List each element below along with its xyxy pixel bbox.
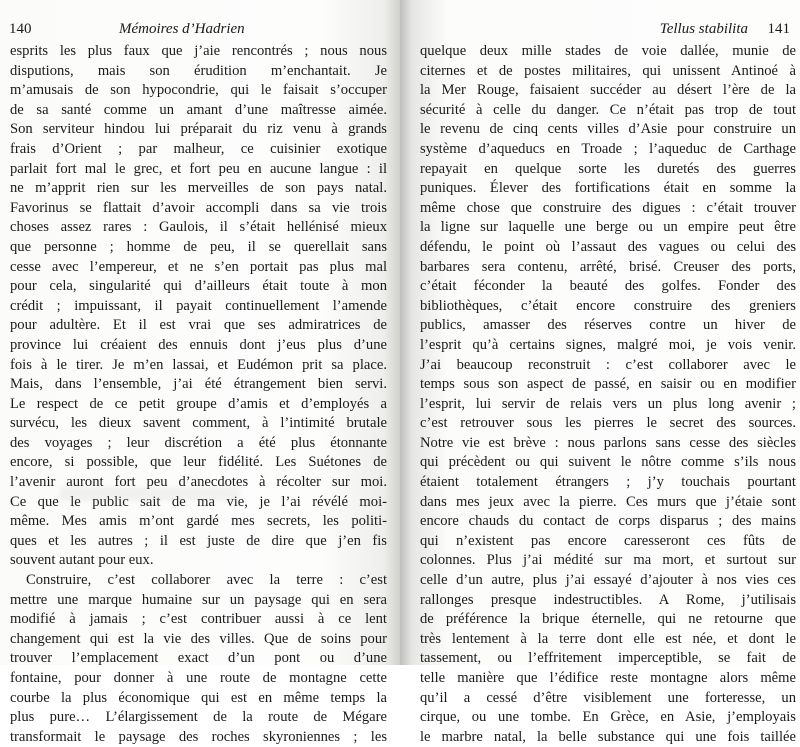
left-page-body [10,42,387,747]
text-line: étaient totalement étrangers ; j’y touchais pourtant [420,474,796,491]
text-line: encore, si possible, que leur fidélité. Les Suétones de [10,454,387,471]
text-line: souvent autant pour eux. [10,552,154,569]
text-line: changement qui est la vie des villes. Que de soins pour [10,630,387,647]
text-line: province lui créaient des ennuis dont j’eus plus d’une [10,336,387,353]
left-page-header [9,18,395,40]
text-line: publics, amasser des réserves contre un hiver de [420,317,796,334]
text-line: sécurité à celle du danger. Ce n’était pas trop de tout [420,101,796,118]
text-line: celle d’un autre, plus j’ai essayé d’ajouter à nos vies ces [420,572,796,589]
text-line: bibliothèques, c’était encore construire des greniers [420,297,796,314]
right-page [400,0,800,745]
page-number-right: 141 [767,21,790,37]
text-line: J’ai beaucoup reconstruit : c’est collaborer avec le [420,356,796,373]
text-line: que personne ; homme de peu, il se querellait sans [10,238,387,255]
text-line: Le respect de ce petit groupe d’amis et d’employés a [10,395,387,412]
text-line: mettre une marque humaine sur un paysage qui en sera [10,591,387,608]
text-line: Notre vie est brève : nous parlons sans cesse des siècles [420,434,796,451]
text-line: citernes et de postes militaires, qui unissent Antinoé à [420,62,796,79]
text-line: c’est retrouver sous les pierres le secret des sources. [420,415,796,432]
text-line: Construire, c’est collaborer avec la terre : c’est [26,572,387,589]
text-line: trouver l’emplacement exact d’un pont ou d’une [10,650,387,667]
text-line: courbe la plus économique qui est en même temps la [10,689,387,706]
text-line: la ligne sur laquelle une berge ou un empire peut être [420,219,796,236]
text-line: cirque, ou une tombe. En Grèce, en Asie, j’employais [420,709,796,726]
text-line: temps sous son aspect de passé, en saisir ou en modifier [420,376,796,393]
text-line: même chose que construire des digues : c’était trouver [420,199,796,216]
text-line: repayait en quelque sorte les duretés des guerres [420,160,796,177]
text-line: c’était féconder la beauté des golfes. Fonder des [420,278,796,295]
text-line: rallonges presque indestructibles. A Rome, j’utilisais [420,591,796,608]
text-line: telle manière que l’édifice reste montagne alors même [420,670,796,686]
text-line: frais d’Orient ; par malheur, ce cuisinier exotique [10,140,387,157]
text-line: Son serviteur hindou lui préparait du riz venu à grands [10,121,387,138]
right-page-header [420,18,792,40]
text-line: esprits les plus faux que j’aie rencontrés ; nous nous [10,43,387,59]
right-page-body [420,42,796,747]
text-line: Favorinus se flattait d’avoir accompli dans sa vie trois [10,199,387,216]
text-line: m’amusais de son hypocondrie, qui le faisait s’occuper [10,82,387,99]
text-line: des voyages ; leur discrétion a été plus étonnante [10,434,387,451]
page-number-left: 140 [9,21,32,37]
text-line: qui précèdent ou qui suivent le nôtre comme s’ils nous [420,454,796,471]
text-line: tassement, ou l’effritement imperceptible, se fait de [420,650,796,667]
text-line: puniques. Élever des fortifications était en somme la [420,180,796,197]
text-line: le revenu de cinq cents villes d’Asie pour construire un [420,121,796,138]
text-line: transformait le paysage des roches skyroniennes ; les [10,728,387,745]
text-line: l’avenir auront fort peu d’anecdotes à récolter sur moi. [10,474,387,491]
running-head-right: Tellus stabilita [659,21,748,37]
text-line: fontaine, pour donner à une route de montagne cette [10,670,387,686]
text-line: de préférence la brique éternelle, qui ne retourne que [420,611,796,628]
text-line: crédit ; impuissant, il payait continuellement l’amende [10,297,387,314]
text-line: de sa santé comme un amant d’une maîtresse aimée. [10,101,387,118]
paper-blemish [60,487,240,501]
text-line: disputions, mais son érudition m’enchantait. Je [10,62,387,79]
text-line: l’esprit qu’à certains signes, malgré moi, je vois venir. [420,336,796,353]
text-line: pour cela, singularité qui d’ailleurs était toute à mon [10,278,387,295]
text-line: choses assez rares : Gaulois, il s’était hellénisé mieux [10,219,387,236]
text-line: système d’aqueducs en Troade ; l’aqueduc de Carthage [420,140,796,157]
text-line: quelque deux mille stades de voie dallée, munie de [420,43,796,59]
text-line: défendu, le point où l’assaut des vagues ou celui des [420,238,796,255]
text-line: dans mes jeux avec la pierre. Ces murs que j’étaie sont [420,493,796,510]
text-line: plus pure… L’élargissement de la route de Mégare [10,709,387,726]
text-line: ques et les autres ; il est juste de dire que j’en fis [10,532,387,549]
text-line: fois à le tirer. Je m’en lassai, et Eudémon prit sa place. [10,356,387,373]
left-page [0,0,400,745]
text-line: colonnes. Plus j’ai médité sur ma mort, et surtout sur [420,552,796,569]
text-line: Mais, dans l’ensemble, j’ai été étrangement bien servi. [10,376,387,393]
text-line: la Mer Rouge, faisaient succéder au désert l’ère de la [420,82,796,99]
text-line: cesse avec l’empereur, et ne s’en portait pas plus mal [10,258,387,275]
text-line: survécu, les dieux savent comment, à l’intimité brutale [10,415,387,432]
text-line: parlait fort mal le grec, et fort peu en aucune langue : il [10,160,387,177]
text-line: barbares sera contenu, arrêté, brisé. Creuser des ports, [420,258,796,275]
text-line: l’esprit, lui servir de relais vers un plus long avenir ; [420,395,796,412]
text-line: encore chauds du contact de corps disparus ; des mains [420,513,796,530]
text-line: même. Mes amis m’ont gardé mes secrets, les politi- [10,513,387,530]
text-line: modifié à jamais ; c’est contribuer aussi à ce lent [10,611,387,628]
text-line: très lentement à la terre dont elle est née, et dont le [420,630,796,647]
running-head-left: Mémoires d’Hadrien [119,21,245,37]
text-line: qu’il a cessé d’être visiblement une forteresse, un [420,689,796,706]
text-line: qui n’existent pas encore caresseront ces fûts de [420,532,796,549]
text-line: pour adultère. Et il est vrai que ses admiratrices de [10,317,387,334]
text-line: Ce que le public sait de ma vie, je l’ai révélé moi- [10,493,387,510]
text-line: ne m’apprit rien sur les merveilles de son pays natal. [10,180,387,197]
text-line: le marbre natal, la belle substance qui une fois taillée [420,728,796,745]
